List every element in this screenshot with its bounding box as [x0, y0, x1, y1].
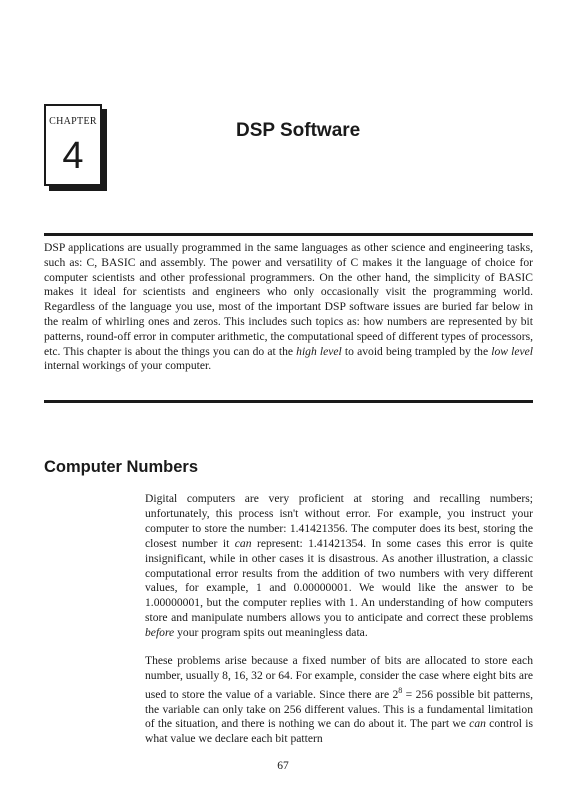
page-number: 67 — [277, 760, 289, 772]
chapter-number: 4 — [62, 135, 84, 177]
emphasis-before: before — [145, 626, 175, 640]
emphasis-low-level: low level — [491, 344, 534, 358]
section-heading: Computer Numbers — [44, 458, 199, 476]
top-rule — [44, 233, 533, 236]
chapter-box — [44, 104, 102, 186]
exponent: 8 — [398, 685, 403, 695]
intro-paragraph: DSP applications are usually programmed in the same languages as other science and engineering tasks, such as: C, BASIC and assembly. The power and versatility of C makes it the language of choice for computer scientists and other professional programmers. On the other hand, the simplicity of BASIC makes it ideal for scientists and engineers who only occasionally visit the programming world. Regardless of the language you use, most of the important DSP software issues are buried far below in the realm of whirling ones and zeros. This includes such topics as: how numbers are represented by bit patterns, round-off error in computer arithmetic, the computational speed of different types of processors, etc. This chapter is about the things you can do at the high level to avoid being trampled by the low level internal workings of your computer. — [44, 241, 534, 373]
body-column-1 — [145, 492, 533, 641]
bottom-rule — [44, 400, 533, 403]
emphasis-high-level: high level — [296, 344, 342, 358]
body-paragraph-2: These problems arise because a fixed number of bits are allocated to store each number, usually 8, 16, 32 or 64. For example, consider the case where eight bits are used to store the value of a variable. Since there are $2^8 = 256$ possible bit patterns, the variable can only take on 256 different values. This is a fundamental limitation of the situation, and there is nothing we can do about it. The part we can control is what value we declare each bit pattern — [145, 654, 533, 746]
emphasis-can: can — [234, 536, 252, 550]
chapter-title: DSP Software — [236, 120, 361, 141]
body-paragraph-1: Digital computers are very proficient at storing and recalling numbers; unfortunately, this process isn't without error. For example, you instruct your computer to store the number: 1.41421356. The computer does its best, storing the closest number it can represent: 1.41421354. In some cases this error is quite insignificant, while in other cases it is disastrous. As another illustration, a classic computational error results from the addition of two numbers with very different values, for example, 1 and 0.00000001. We would like the answer to be 1.00000001, but the computer replies with 1. An understanding of how computers store and manipulate numbers allows you to anticipate and correct these problems before your program spits out meaningless data. — [145, 492, 534, 640]
chapter-label: CHAPTER — [49, 116, 97, 127]
body-column-2 — [145, 654, 533, 747]
emphasis-can-2: can — [469, 717, 486, 731]
